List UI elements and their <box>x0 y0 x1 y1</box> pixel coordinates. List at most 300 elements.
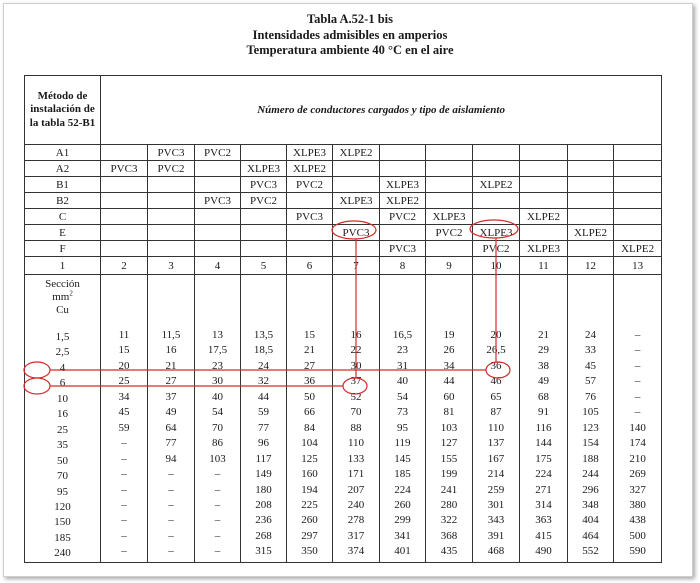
insulation-cell: XLPE2 <box>473 177 520 193</box>
ampacity-value: 188 <box>582 452 599 465</box>
section-value: 50 <box>57 454 68 467</box>
method-name: B1 <box>25 177 101 193</box>
ampacity-value: 20 <box>490 329 502 341</box>
insulation-cell <box>426 193 473 209</box>
insulation-cell: XLPE2 <box>380 193 426 209</box>
ampacity-value: 260 <box>301 514 318 527</box>
ampacity-value: – <box>121 452 127 465</box>
ampacity-value: 214 <box>487 468 505 481</box>
ampacity-value: 110 <box>347 437 365 450</box>
ampacity-value: 301 <box>487 498 505 511</box>
ampacity-value: 269 <box>629 468 646 481</box>
ampacity-value: 54 <box>212 406 223 419</box>
ampacity-value: 350 <box>301 545 318 558</box>
ampacity-value: 438 <box>629 514 646 527</box>
ampacity-value: 11,5 <box>161 329 181 341</box>
ampacity-value: 13,5 <box>253 329 274 341</box>
insulation-cell <box>148 225 195 241</box>
ampacity-value: 40 <box>397 375 408 388</box>
ampacity-value: 36 <box>490 359 502 372</box>
ampacity-value: 24 <box>258 359 269 372</box>
ampacity-value: 154 <box>582 437 599 450</box>
header-row <box>25 76 662 145</box>
ampacity-value: 119 <box>394 437 411 450</box>
section-value: 70 <box>57 470 68 483</box>
ampacity-value: – <box>634 406 641 419</box>
ampacity-value: 171 <box>347 468 365 481</box>
insulation-cell <box>148 209 195 225</box>
ampacity-value: 435 <box>440 545 458 558</box>
section-value: 2,5 <box>55 346 70 359</box>
ampacity-value: 94 <box>165 452 177 465</box>
ampacity-value: – <box>634 375 641 388</box>
ampacity-value: 185 <box>394 468 411 481</box>
table-subtitle: Intensidades admisibles en amperios <box>252 28 448 42</box>
ampacity-value: 19 <box>443 329 455 341</box>
section-value: 150 <box>54 516 71 529</box>
insulation-cell <box>148 193 195 209</box>
insulation-cell <box>333 161 380 177</box>
ampacity-value: 297 <box>301 529 318 542</box>
insulation-cell <box>614 161 662 177</box>
ampacity-value: 37 <box>350 375 362 388</box>
insulation-cell: PVC3 <box>333 225 380 241</box>
ampacity-value: 31 <box>397 359 408 372</box>
value-column-spacer <box>426 276 472 328</box>
ampacity-value: – <box>168 498 174 511</box>
ampacity-value: 401 <box>394 545 411 558</box>
ampacity-value: 380 <box>629 498 646 511</box>
insulation-cell <box>473 145 520 161</box>
insulation-cell <box>568 193 614 209</box>
method-row <box>25 209 662 225</box>
section-value: 16 <box>57 408 68 421</box>
insulation-cell: PVC3 <box>241 177 287 193</box>
ampacity-value: 36 <box>304 375 315 388</box>
ampacity-value: 224 <box>394 483 411 496</box>
ampacity-value: 127 <box>440 437 458 450</box>
column-number: 6 <box>287 257 333 275</box>
insulation-cell <box>148 241 195 257</box>
ampacity-value: – <box>121 468 127 481</box>
ampacity-value: 145 <box>394 452 411 465</box>
section-value: 10 <box>57 392 68 405</box>
ampacity-value: 45 <box>118 406 130 419</box>
insulation-cell <box>426 241 473 257</box>
column-number: 9 <box>426 257 473 275</box>
value-column-spacer <box>195 276 240 328</box>
ampacity-value: 317 <box>347 529 365 542</box>
section-value: 25 <box>57 423 68 436</box>
ampacity-value: – <box>168 529 174 542</box>
section-value: 120 <box>54 500 71 513</box>
insulation-cell <box>333 177 380 193</box>
ampacity-value: 363 <box>535 514 552 527</box>
ampacity-value: – <box>634 390 641 403</box>
ampacity-value: 140 <box>629 421 646 434</box>
insulation-cell <box>287 193 333 209</box>
method-row <box>25 241 662 257</box>
ampacity-value: 95 <box>397 421 408 434</box>
value-column <box>287 275 333 563</box>
ampacity-value: 32 <box>258 375 269 388</box>
value-column <box>426 275 473 563</box>
table-subtitle-temperature: Temperatura ambiente 40 °C en el aire <box>246 43 454 57</box>
value-column <box>520 275 568 563</box>
ampacity-value: 103 <box>209 452 226 465</box>
ampacity-value: 50 <box>304 390 315 403</box>
method-row <box>25 177 662 193</box>
section-unit-exponent: 2 <box>69 289 73 298</box>
insulation-cell <box>287 241 333 257</box>
section-unit-text: mm <box>52 291 70 303</box>
ampacity-value: 15 <box>118 344 130 357</box>
ampacity-value: 348 <box>582 498 599 511</box>
insulation-cell <box>241 145 287 161</box>
column-number-row <box>25 257 662 275</box>
ampacity-value: 374 <box>347 545 365 558</box>
ampacity-value: 391 <box>487 529 505 542</box>
ampacity-value: 271 <box>535 483 552 496</box>
method-row <box>25 225 662 241</box>
section-value: 35 <box>57 439 68 452</box>
insulation-cell <box>101 193 148 209</box>
insulation-cell <box>520 161 568 177</box>
ampacity-value: 96 <box>258 437 269 450</box>
ampacity-value: 144 <box>535 437 552 450</box>
insulation-cell <box>101 209 148 225</box>
insulation-cell: PVC3 <box>380 241 426 257</box>
ampacity-value: 88 <box>350 421 362 434</box>
method-name: E <box>25 225 101 241</box>
insulation-cell: PVC2 <box>148 161 195 177</box>
column-number: 13 <box>614 257 662 275</box>
ampacity-value: – <box>214 483 221 496</box>
insulation-cell: PVC2 <box>426 225 473 241</box>
ampacity-value: 590 <box>629 545 646 558</box>
ampacity-value: 66 <box>304 406 315 419</box>
ampacity-value: 500 <box>629 529 646 542</box>
ampacity-value: 104 <box>301 437 318 450</box>
ampacity-value: 175 <box>535 452 552 465</box>
ampacity-value: 60 <box>443 390 455 403</box>
ampacity-value: 26 <box>443 344 455 357</box>
insulation-cell <box>380 161 426 177</box>
insulation-cell: PVC2 <box>380 209 426 225</box>
column-number: 3 <box>148 257 195 275</box>
ampacity-value: 27 <box>304 359 315 372</box>
ampacity-value: – <box>214 545 221 558</box>
ampacity-table <box>24 75 662 563</box>
ampacity-value: 341 <box>394 529 411 542</box>
ampacity-value: 26,5 <box>486 344 506 357</box>
value-column-spacer <box>287 276 332 328</box>
ampacity-value: 490 <box>535 545 552 558</box>
values-row <box>25 275 662 563</box>
value-column-spacer <box>380 276 425 328</box>
value-column <box>195 275 241 563</box>
ampacity-value: 244 <box>582 468 599 481</box>
ampacity-value: 64 <box>165 421 177 434</box>
insulation-cell: PVC3 <box>148 145 195 161</box>
ampacity-value: 105 <box>582 406 599 419</box>
ampacity-value: 20 <box>118 359 130 372</box>
method-row <box>25 161 662 177</box>
insulation-cell: XLPE2 <box>333 145 380 161</box>
insulation-cell <box>101 241 148 257</box>
section-value: 95 <box>57 485 68 498</box>
ampacity-value: 84 <box>304 421 315 434</box>
ampacity-value: 314 <box>535 498 552 511</box>
value-column <box>333 275 380 563</box>
ampacity-value: 27 <box>165 375 177 388</box>
ampacity-value: 59 <box>258 406 269 419</box>
insulation-cell <box>426 161 473 177</box>
value-column <box>101 275 148 563</box>
ampacity-value: 180 <box>255 483 272 496</box>
insulation-cell <box>148 177 195 193</box>
ampacity-value: 21 <box>304 344 315 357</box>
section-value: 6 <box>59 377 66 390</box>
ampacity-value: 23 <box>212 359 223 372</box>
ampacity-value: 91 <box>538 406 549 419</box>
ampacity-value: 34 <box>443 359 455 372</box>
method-name: A2 <box>25 161 101 177</box>
method-name: B2 <box>25 193 101 209</box>
column-number: 5 <box>241 257 287 275</box>
value-column-spacer <box>520 276 567 328</box>
ampacity-value: 16 <box>350 329 362 341</box>
ampacity-value: 38 <box>538 359 549 372</box>
ampacity-value: 137 <box>487 437 505 450</box>
ampacity-value: 240 <box>347 498 365 511</box>
insulation-cell: XLPE2 <box>568 225 614 241</box>
section-header-material: Cu <box>56 304 69 316</box>
insulation-cell: PVC3 <box>101 161 148 177</box>
insulation-cell <box>473 209 520 225</box>
value-column <box>148 275 195 563</box>
ampacity-value: 77 <box>165 437 177 450</box>
ampacity-value: 116 <box>535 421 552 434</box>
insulation-cell <box>195 209 241 225</box>
ampacity-value: 415 <box>535 529 552 542</box>
ampacity-value: – <box>121 498 127 511</box>
insulation-cell: XLPE3 <box>287 145 333 161</box>
method-name: F <box>25 241 101 257</box>
column-number: 1 <box>25 257 101 275</box>
ampacity-value: 167 <box>487 452 505 465</box>
value-column-spacer <box>333 276 379 328</box>
ampacity-value: – <box>168 514 174 527</box>
ampacity-value: 199 <box>440 468 458 481</box>
ampacity-value: 46 <box>490 375 502 388</box>
value-column-spacer <box>101 276 147 328</box>
ampacity-value: 23 <box>397 344 408 357</box>
ampacity-value: – <box>121 514 127 527</box>
insulation-cell: XLPE3 <box>473 225 520 241</box>
insulation-cell: PVC3 <box>287 209 333 225</box>
method-row <box>25 145 662 161</box>
ampacity-value: 81 <box>443 406 455 419</box>
ampacity-value: 259 <box>487 483 505 496</box>
ampacity-value: 34 <box>118 390 130 403</box>
insulation-cell <box>287 225 333 241</box>
ampacity-value: 464 <box>582 529 599 542</box>
ampacity-value: 224 <box>535 468 552 481</box>
ampacity-value: 236 <box>255 514 272 527</box>
column-number: 10 <box>473 257 520 275</box>
ampacity-value: 30 <box>350 359 362 372</box>
value-column-spacer <box>568 276 613 328</box>
insulation-cell <box>614 193 662 209</box>
insulation-cell: XLPE2 <box>520 209 568 225</box>
method-header: Método de instalación de la tabla 52-B1 <box>25 76 101 145</box>
insulation-cell <box>568 161 614 177</box>
insulation-cell <box>195 225 241 241</box>
table-title: Tabla A.52-1 bis <box>306 12 394 26</box>
section-header-unit <box>25 291 100 304</box>
ampacity-value: – <box>214 498 221 511</box>
ampacity-value: 133 <box>347 452 365 465</box>
insulation-cell: PVC2 <box>473 241 520 257</box>
ampacity-value: 194 <box>301 483 318 496</box>
ampacity-value: – <box>168 468 174 481</box>
section-value: 1,5 <box>55 331 70 343</box>
ampacity-value: – <box>214 468 221 481</box>
ampacity-value: 110 <box>487 421 505 434</box>
ampacity-value: 268 <box>255 529 272 542</box>
ampacity-value: 299 <box>394 514 411 527</box>
ampacity-value: – <box>634 359 641 372</box>
ampacity-value: 11 <box>118 329 130 341</box>
insulation-cell: XLPE3 <box>426 209 473 225</box>
ampacity-value: 210 <box>629 452 646 465</box>
insulation-cell <box>568 209 614 225</box>
ampacity-value: – <box>121 483 127 496</box>
value-column-spacer <box>241 276 286 328</box>
insulation-cell <box>520 225 568 241</box>
insulation-cell <box>614 209 662 225</box>
ampacity-value: 73 <box>397 406 408 419</box>
insulation-cell <box>568 241 614 257</box>
insulation-cell: XLPE3 <box>333 193 380 209</box>
method-name: A1 <box>25 145 101 161</box>
ampacity-value: 16 <box>165 344 177 357</box>
insulation-cell <box>195 177 241 193</box>
insulation-cell <box>568 145 614 161</box>
insulation-cell <box>333 209 380 225</box>
ampacity-value: 33 <box>585 344 596 357</box>
ampacity-value: – <box>634 344 641 357</box>
insulation-cell <box>101 225 148 241</box>
ampacity-value: 68 <box>538 390 549 403</box>
ampacity-value: 44 <box>258 390 269 403</box>
method-row <box>25 193 662 209</box>
value-column <box>614 275 662 563</box>
ampacity-value: 368 <box>440 529 458 542</box>
ampacity-value: 280 <box>440 498 458 511</box>
insulation-cell: XLPE2 <box>614 241 662 257</box>
insulation-cell <box>241 225 287 241</box>
ampacity-value: 103 <box>440 421 458 434</box>
ampacity-value: – <box>168 483 174 496</box>
insulation-cell <box>568 177 614 193</box>
ampacity-value: 57 <box>585 375 596 388</box>
ampacity-value: 225 <box>301 498 318 511</box>
insulation-cell: XLPE3 <box>241 161 287 177</box>
ampacity-value: 123 <box>582 421 599 434</box>
value-column-spacer <box>614 276 661 328</box>
ampacity-value: – <box>634 329 641 341</box>
ampacity-value: 52 <box>350 390 362 403</box>
section-header <box>25 278 100 330</box>
insulation-cell <box>520 145 568 161</box>
ampacity-value: 49 <box>165 406 177 419</box>
ampacity-value: 13 <box>212 329 223 341</box>
value-column <box>241 275 287 563</box>
column-number: 4 <box>195 257 241 275</box>
ampacity-value: 65 <box>490 390 502 403</box>
ampacity-value: 260 <box>394 498 411 511</box>
ampacity-value: 468 <box>487 545 505 558</box>
section-value: 240 <box>54 547 71 560</box>
ampacity-value: 160 <box>301 468 318 481</box>
section-value: 185 <box>54 531 71 544</box>
ampacity-value: 76 <box>585 390 596 403</box>
method-name: C <box>25 209 101 225</box>
ampacity-value: 18,5 <box>253 344 274 357</box>
insulation-cell: XLPE3 <box>380 177 426 193</box>
insulation-cell: PVC2 <box>287 177 333 193</box>
insulation-cell <box>614 145 662 161</box>
section-column <box>25 275 101 563</box>
column-number: 11 <box>520 257 568 275</box>
value-column <box>473 275 520 563</box>
ampacity-value: 25 <box>118 375 130 388</box>
ampacity-value: 155 <box>440 452 458 465</box>
ampacity-value: 87 <box>490 406 502 419</box>
ampacity-value: 21 <box>538 329 549 341</box>
ampacity-value: 70 <box>212 421 223 434</box>
insulation-cell <box>426 177 473 193</box>
ampacity-value: – <box>214 529 221 542</box>
ampacity-value: 44 <box>443 375 455 388</box>
ampacity-value: – <box>168 545 174 558</box>
ampacity-value: 30 <box>212 375 223 388</box>
ampacity-value: 22 <box>350 344 362 357</box>
column-number: 2 <box>101 257 148 275</box>
column-number: 8 <box>380 257 426 275</box>
ampacity-value: 54 <box>397 390 408 403</box>
insulation-cell <box>333 241 380 257</box>
ampacity-value: 208 <box>255 498 272 511</box>
ampacity-value: 15 <box>304 329 315 341</box>
column-number: 12 <box>568 257 614 275</box>
ampacity-value: – <box>121 437 127 450</box>
ampacity-value: 296 <box>582 483 599 496</box>
ampacity-value: 174 <box>629 437 646 450</box>
ampacity-value: 70 <box>350 406 362 419</box>
ampacity-value: 149 <box>255 468 272 481</box>
insulation-cell <box>380 145 426 161</box>
ampacity-value: – <box>214 514 221 527</box>
column-number: 7 <box>333 257 380 275</box>
ampacity-value: 322 <box>440 514 458 527</box>
insulation-cell <box>520 193 568 209</box>
ampacity-value: 343 <box>487 514 505 527</box>
ampacity-value: – <box>121 545 127 558</box>
ampacity-value: 45 <box>585 359 596 372</box>
